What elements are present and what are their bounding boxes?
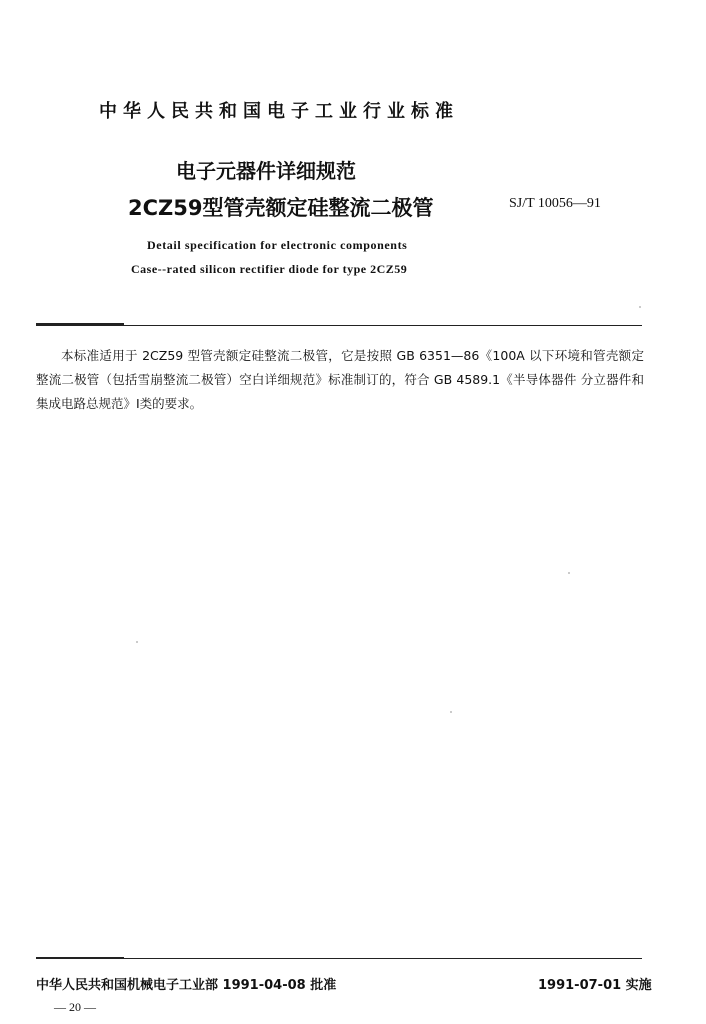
page-number: — 20 —	[54, 1000, 96, 1014]
header-divider	[36, 325, 642, 326]
approval-line: 中华人民共和国机械电子工业部 1991-04-08 批准	[36, 978, 337, 993]
scope-paragraph-block	[36, 344, 644, 416]
implementation-date: 1991-07-01 实施	[538, 978, 652, 993]
scan-speck	[568, 572, 570, 574]
document-title-line1: 电子元器件详细规范	[176, 159, 356, 183]
footer-divider	[36, 958, 642, 959]
industry-standard-heading: 中华人民共和国电子工业行业标准	[99, 101, 459, 122]
english-title-line1: Detail specification for electronic components	[147, 238, 408, 252]
scan-speck	[136, 641, 138, 643]
scan-speck	[450, 711, 452, 713]
english-title-line2: Case--rated silicon rectifier diode for type 2CZ59	[131, 262, 408, 276]
standard-code: SJ/T 10056—91	[509, 196, 601, 211]
scan-speck	[639, 306, 641, 308]
document-title-line2: 2CZ59型管壳额定硅整流二极管	[128, 196, 434, 220]
scope-paragraph: 本标准适用于 2CZ59 型管壳额定硅整流二极管，它是按照 GB 6351—86《100A 以下环境和管壳额定整流二极管（包括雪崩整流二极管）空白详细规范》标准制订的，符合 GB 4589.1《半导体器件 分立器件和集成电路总规范》Ⅰ类的要求。	[36, 348, 644, 411]
